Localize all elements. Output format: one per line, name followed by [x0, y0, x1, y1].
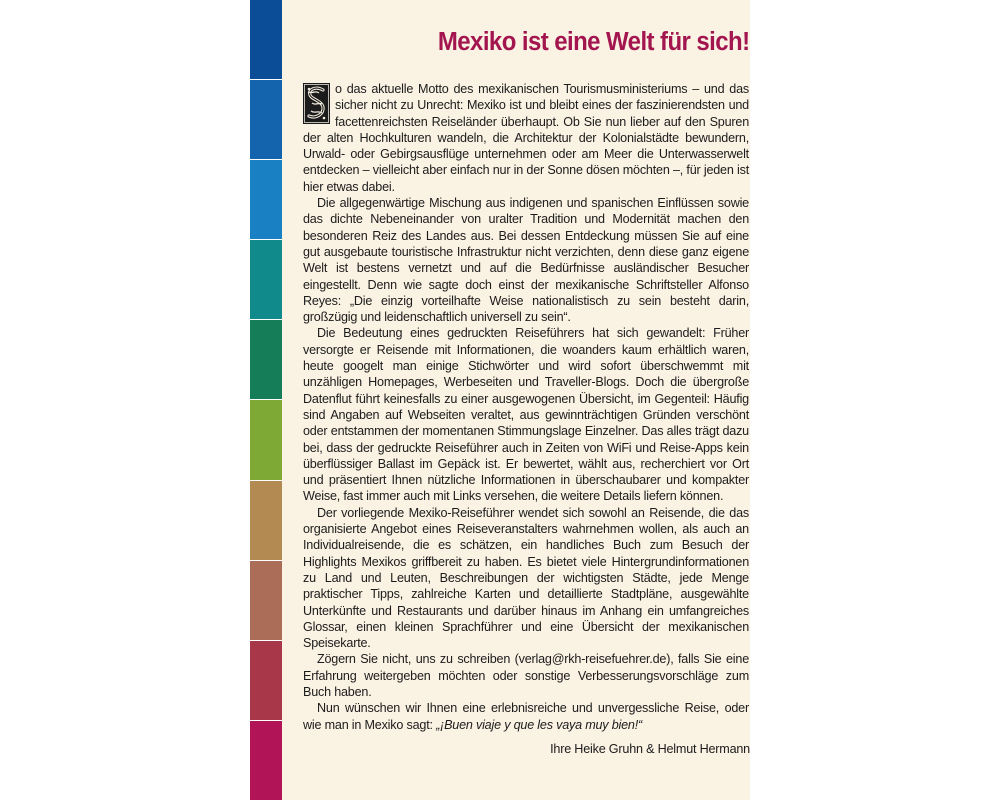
color-band	[250, 721, 282, 800]
signature: Ihre Heike Gruhn & Helmut Hermann	[550, 742, 750, 756]
paragraph	[303, 700, 749, 733]
paragraph-text: Nun wünschen wir Ihnen eine erlebnisreiche und unvergessliche Reise, oder wie man in Mexiko sagt:	[303, 701, 749, 732]
color-band	[250, 561, 282, 641]
paragraph: Die Bedeutung eines gedruckten Reiseführers hat sich gewandelt: Früher versorgte er Reisende mit Informationen, die woanders kaum erhältlich waren, heute googelt man einige Stichwörter und wird sofort überschwemmt mit unzähligen Homepages, Werbeseiten und Traveller-Blogs. Doch die übergroße Datenflut führt keinesfalls zu einer ausgewogenen Übersicht, im Gegenteil: Häufig sind Angaben auf Webseiten veraltet, aus gewinnträchtigen Gründen verschönt oder entstammen der momentanen Stimmungslage Einzelner. Das alles trägt dazu bei, dass der gedruckte Reiseführer auch in Zeiten von WiFi und Reise-Apps kein überflüssiger Ballast im Gepäck ist. Er bewertet, wählt aus, recherchiert vor Ort und präsentiert Ihnen nützliche Informationen in überschaubarer und kompakter Weise, fast immer auch mit Links versehen, die weitere Details liefern können.	[303, 326, 749, 504]
knot-initial-icon	[303, 83, 330, 124]
color-band	[250, 320, 282, 400]
color-band	[250, 240, 282, 320]
color-band	[250, 0, 282, 80]
paragraph: Der vorliegende Mexiko-Reiseführer wendet sich sowohl an Reisende, die das organisierte Angebot eines Reiseveranstalters wahrnehmen wollen, als auch an Individualreisende, die es schätzen, ein handliches Buch zum Besuch der Highlights Mexikos griffbereit zu haben. Es bietet viele Hintergrundinformationen zu Land und Leuten, Beschreibungen der wichtigsten Städte, jede Menge praktischer Tipps, zahlreiche Karten und detaillierte Stadtpläne, ausgewählte Unterkünfte und Restaurants und darüber hinaus im Anhang ein umfangreiches Glossar, einen kleinen Sprachführer und eine Übersicht der mexikanischen Speisekarte.	[303, 505, 749, 651]
color-band	[250, 481, 282, 561]
spanish-quote: „¡Buen viaje y que les vaya muy bien!“	[436, 717, 642, 732]
color-band	[250, 400, 282, 480]
paragraph-text: o das aktuelle Motto des mexikanischen Tourismusministeriums – und das sicher nicht zu Unrecht: Mexiko ist und bleibt eines der faszinierendsten und facettenreichsten Reiseländer überhaupt. Ob Sie nun lieber auf den Spuren der alten Hochkulturen wandeln, die Architektur der Kolonialstädte bewundern, Urwald- oder Gebirgsausflüge unternehmen oder am Meer die Unterwasserwelt entdecken – vielleicht aber einfach nur in der Sonne dösen möchten –, für jeden ist hier etwas dabei.	[303, 82, 749, 194]
color-band	[250, 80, 282, 160]
paragraph	[303, 651, 749, 700]
email-contact-text: Zögern Sie nicht, uns zu schreiben (verlag@rkh-reisefuehrer.de), falls Sie eine Erfahrung weitergeben möchten oder sonstige Verbesserungsvorschläge zum Buch haben.	[303, 652, 749, 699]
color-band	[250, 641, 282, 721]
page-title: Mexiko ist eine Welt für sich!	[438, 28, 750, 56]
chapter-color-strip	[250, 0, 282, 800]
book-page	[282, 0, 750, 800]
paragraph	[303, 81, 749, 195]
paragraph: Die allgegenwärtige Mischung aus indigenen und spanischen Einflüssen sowie das dichte Nebeneinander von uralter Tradition und Modernität machen den besonderen Reiz des Landes aus. Bei dessen Entdeckung müssen Sie auf eine gut ausgebaute touristische Infrastruktur nicht verzichten, denn diese ganz eigene Welt ist bestens vernetzt und auf die Bedürfnisse ausländischer Besucher eingestellt. Denn wie sagte doch einst der mexikanische Schriftsteller Alfonso Reyes: „Die einzig vorteilhafte Weise nationalistisch zu sein besteht darin, großzügig und leidenschaftlich universell zu sein“.	[303, 196, 749, 325]
body-text	[303, 81, 749, 733]
color-band	[250, 160, 282, 240]
